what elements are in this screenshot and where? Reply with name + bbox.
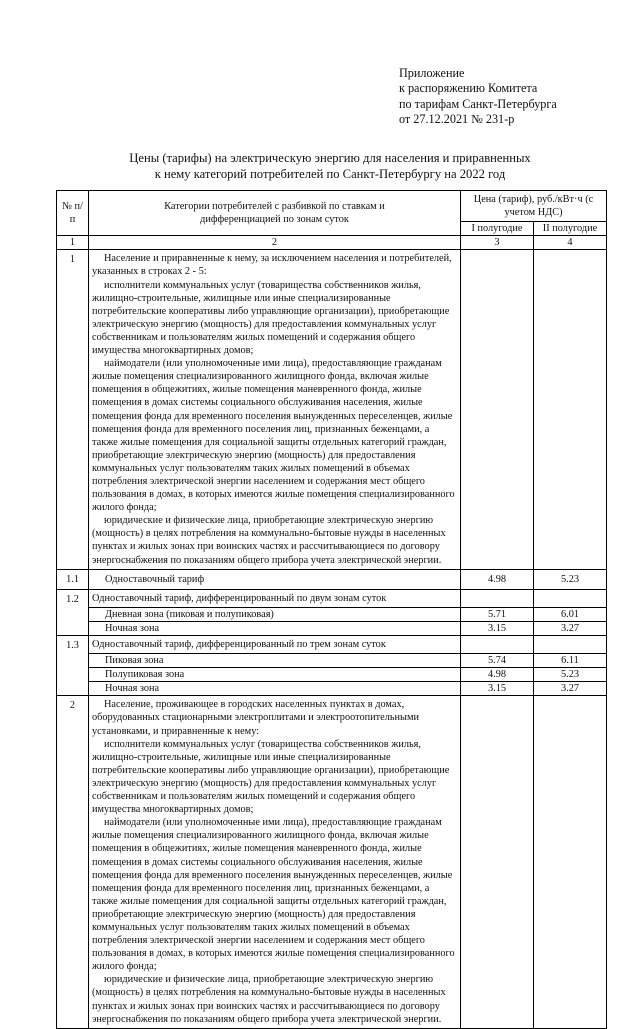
- appendix-line: к распоряжению Комитета: [399, 81, 538, 96]
- table-row: [57, 654, 607, 668]
- row-number: 1.2: [57, 589, 89, 635]
- table-row: [57, 621, 607, 635]
- paragraph: Население, проживающее в городских населенных пунктах в домах, оборудованных стационарными электроплитами и электроотопительными установками, и приравненные к нему:: [92, 699, 419, 737]
- paragraph: наймодатели (или уполномоченные ими лица), предоставляющие гражданам жилые помещения специализированного жилищного фонда, включая жилые помещения в общежитиях, жилые помещения маневренного фонда, жилые помещения в домах системы социального обслуживания населения, жилые помещения фонда для временного поселения вынужденных переселенцев, жилые помещения фонда для временного поселения лиц, признанных беженцами, а также жилые помещения для социальной защиты отдельных категорий граждан, приобретающие электрическую энергию (мощность) для предоставления коммунальных услуг пользователям таких жилых помещений в объемах потребления электрической энергии населением и содержания мест общего пользования в домах, в которых имеются жилые помещения специализированного жилого фонда;: [92, 358, 455, 514]
- header-price: Цена (тариф), руб./кВт·ч (с учетом НДС): [461, 191, 607, 222]
- price-half1: 4.98: [461, 569, 534, 589]
- price-half1: 3.15: [461, 621, 534, 635]
- table-row: [57, 250, 607, 569]
- header-index: 2: [89, 236, 461, 250]
- row-label: Полупиковая зона: [89, 668, 461, 682]
- tariff-table: [56, 190, 607, 1029]
- row-number: 1.3: [57, 636, 89, 696]
- row-label: Одноставочный тариф, дифференцированный по трем зонам суток: [89, 636, 461, 654]
- price-half2: 6.11: [534, 654, 607, 668]
- row-number: 2: [57, 696, 89, 1028]
- appendix-line: от 27.12.2021 № 231-р: [399, 112, 515, 127]
- row-label: Ночная зона: [89, 621, 461, 635]
- row-label: Одноставочный тариф: [89, 569, 461, 589]
- appendix-line: по тарифам Санкт-Петербурга: [399, 96, 557, 111]
- row-label: Пиковая зона: [89, 654, 461, 668]
- price-half1: 5.71: [461, 607, 534, 621]
- paragraph: исполнители коммунальных услуг (товарищества собственников жилья, жилищно-строительные, жилищные или иные специализированные потребительские кооперативы либо управляющие организации), приобретающие электрическую энергию (мощность) для предоставления коммунальных услуг собственникам и пользователям жилых помещений и содержания общего имущества многоквартирных домов;: [92, 279, 450, 357]
- header-index: 3: [461, 236, 534, 250]
- header-half2: II полугодие: [534, 222, 607, 236]
- title-line: к нему категорий потребителей по Санкт-Петербургу на 2022 год: [154, 166, 506, 181]
- header-category: Категории потребителей с разбивкой по ставкам и дифференциацией по зонам суток: [89, 191, 461, 236]
- appendix-line: Приложение: [399, 66, 465, 80]
- price-half2: 3.27: [534, 682, 607, 696]
- document-title: [60, 151, 600, 182]
- row-label: Одноставочный тариф, дифференцированный по двум зонам суток: [89, 589, 461, 607]
- price-half1: 3.15: [461, 682, 534, 696]
- table-row: [57, 682, 607, 696]
- row-description: [89, 250, 461, 569]
- header-half1: I полугодие: [461, 222, 534, 236]
- paragraph: юридические и физические лица, приобретающие электрическую энергию (мощность) в целях потребления на коммунально-бытовые нужды в населенных пунктах и жилых зонах при воинских частях и рассчитывающиеся по договору энергоснабжения по показаниям общего прибора учета электрической энергии.: [92, 515, 446, 566]
- table-row: [57, 607, 607, 621]
- price-half2: 3.27: [534, 621, 607, 635]
- paragraph: юридические и физические лица, приобретающие электрическую энергию (мощность) в целях потребления на коммунально-бытовые нужды в населенных пунктах и жилых зонах при воинских частях и рассчитывающиеся по договору энергоснабжения по показаниям общего прибора учета электрической энергии.: [92, 974, 446, 1025]
- price-half1: 5.74: [461, 654, 534, 668]
- paragraph: наймодатели (или уполномоченные ими лица), предоставляющие гражданам жилые помещения специализированного жилищного фонда, включая жилые помещения в общежитиях, жилые помещения маневренного фонда, жилые помещения в домах системы социального обслуживания населения, жилые помещения фонда для временного поселения вынужденных переселенцев, жилые помещения фонда для временного поселения лиц, признанных беженцами, а также жилые помещения для социальной защиты отдельных категорий граждан, приобретающие электрическую энергию (мощность) для предоставления коммунальных услуг пользователям таких жилых помещений в объемах потребления электрической энергии населением и содержания мест общего пользования в домах, в которых имеются жилые помещения специализированного жилого фонда;: [92, 817, 455, 973]
- paragraph: исполнители коммунальных услуг (товарищества собственников жилья, жилищно-строительные, жилищные или иные специализированные потребительские кооперативы либо управляющие организации), приобретающие электрическую энергию (мощность) для предоставления коммунальных услуг собственникам и пользователям жилых помещений и содержания общего имущества многоквартирных домов;: [92, 738, 450, 816]
- table-row: [57, 696, 607, 1028]
- row-label: Дневная зона (пиковая и полупиковая): [89, 607, 461, 621]
- appendix-header: [399, 66, 557, 128]
- price-half2: 5.23: [534, 569, 607, 589]
- price-half2: 5.23: [534, 668, 607, 682]
- table-row: [57, 569, 607, 589]
- title-line: Цены (тарифы) на электрическую энергию для населения и приравненных: [129, 151, 531, 165]
- table-row: [57, 668, 607, 682]
- row-label: Ночная зона: [89, 682, 461, 696]
- price-half2: 6.01: [534, 607, 607, 621]
- paragraph: Население и приравненные к нему, за исключением населения и потребителей, указанных в строках 2 - 5:: [92, 253, 452, 278]
- header-num: № п/п: [57, 191, 89, 236]
- table-row: [57, 636, 607, 654]
- row-number: 1.1: [57, 569, 89, 589]
- price-half1: 4.98: [461, 668, 534, 682]
- row-number: 1: [57, 250, 89, 569]
- row-description: [89, 696, 461, 1028]
- table-row: [57, 589, 607, 607]
- header-index: 4: [534, 236, 607, 250]
- header-index: 1: [57, 236, 89, 250]
